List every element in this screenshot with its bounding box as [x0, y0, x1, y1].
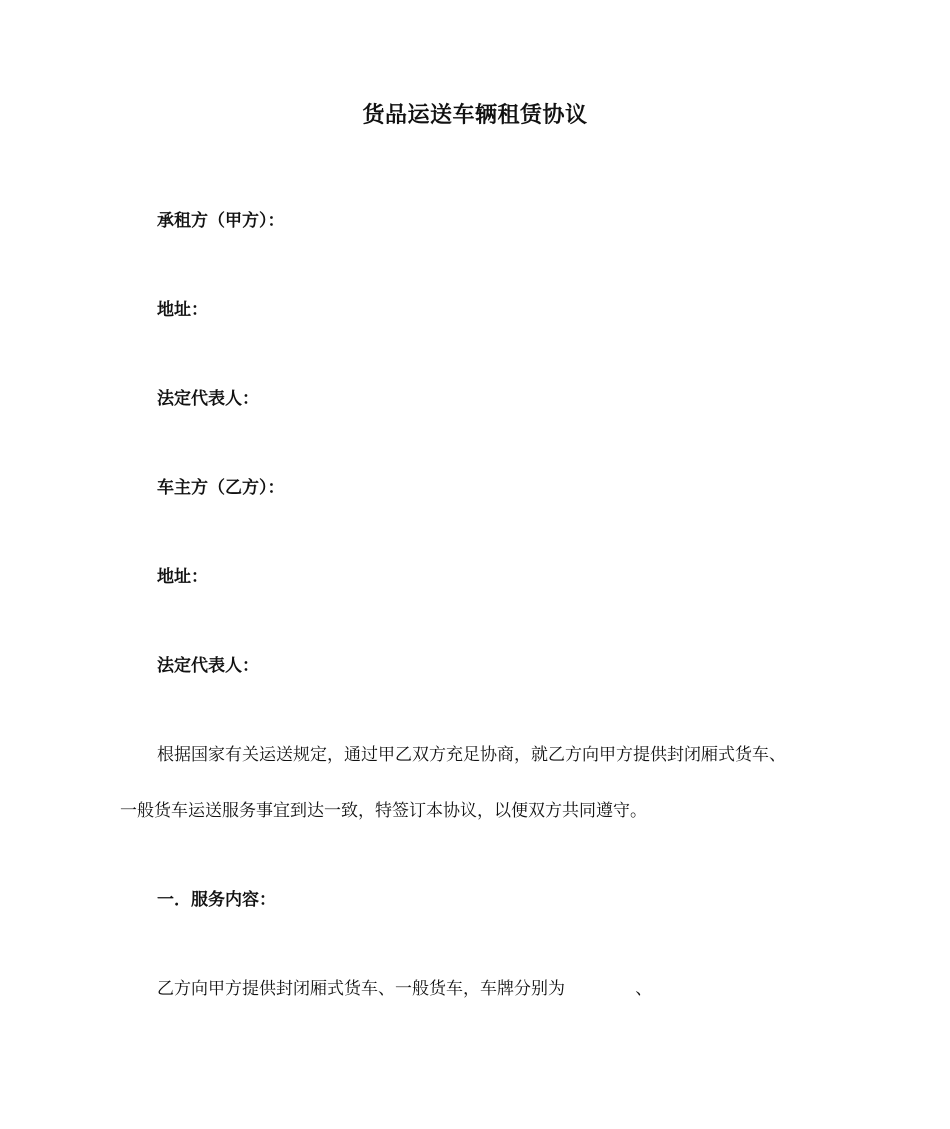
section-1-heading: 一．服务内容：: [157, 890, 276, 910]
section-1-line-1: 乙方向甲方提供封闭厢式货车、一般货车，车牌分别为 、: [157, 979, 653, 999]
preamble-line-1: 根据国家有关运送规定，通过甲乙双方充足协商，就乙方向甲方提供封闭厢式货车、: [157, 745, 786, 765]
owner-rep-label: 法定代表人：: [157, 656, 259, 676]
owner-address-label: 地址：: [157, 567, 208, 587]
lessee-rep-label: 法定代表人：: [157, 389, 259, 409]
lessee-label: 承租方（甲方）：: [157, 211, 285, 231]
owner-label: 车主方（乙方）：: [157, 478, 285, 498]
lessee-address-label: 地址：: [157, 300, 208, 320]
document-title: 货品运送车辆租赁协议: [362, 103, 588, 128]
preamble-line-2: 一般货车运送服务事宜到达一致，特签订本协议，以便双方共同遵守。: [120, 801, 647, 821]
